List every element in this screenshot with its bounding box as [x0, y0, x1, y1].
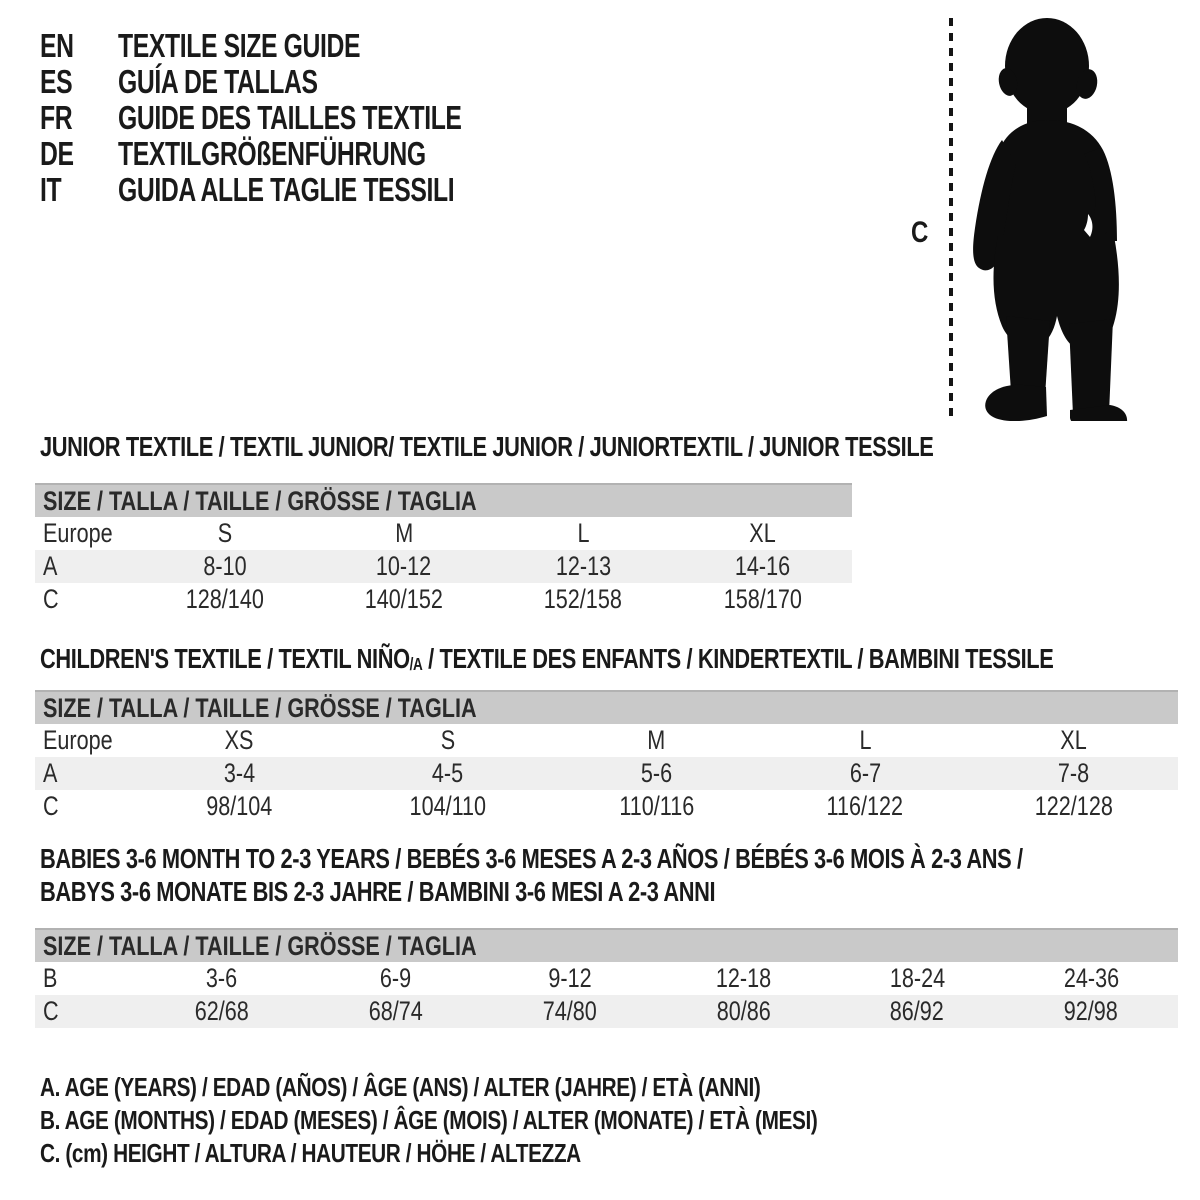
row-label-cell: Europe	[43, 725, 113, 755]
value-cell: 18-24	[889, 963, 945, 993]
value-cell: 3-4	[223, 758, 255, 788]
size-cell: M	[647, 725, 666, 755]
row-label-cell: C	[43, 584, 59, 614]
legend-line-b: B. AGE (MONTHS) / EDAD (MESES) / ÂGE (MOIS) / ALTER (MONATE) / ETÀ (MESI)	[40, 1105, 818, 1135]
row-label-cell: C	[43, 996, 59, 1026]
value-cell: 110/116	[619, 791, 694, 821]
value-cell: 10-12	[376, 551, 432, 581]
value-cell: 122/128	[1034, 791, 1113, 821]
value-cell: 158/170	[723, 584, 802, 614]
title-subscript: /A	[409, 654, 423, 675]
title-text: CHILDREN'S TEXTILE / TEXTIL NIÑO	[40, 643, 410, 674]
language-code: EN	[40, 27, 74, 64]
legend-line-a: A. AGE (YEARS) / EDAD (AÑOS) / ÂGE (ANS) / ALTER (JAHRE) / ETÀ (ANNI)	[40, 1072, 761, 1102]
table-row-months	[35, 962, 1178, 995]
row-label-cell: A	[43, 551, 58, 581]
value-cell: 8-10	[202, 551, 247, 581]
table-row-age	[35, 757, 1178, 790]
table-row-height	[35, 790, 1178, 823]
table-row-height	[35, 995, 1178, 1028]
value-cell: 98/104	[206, 791, 273, 821]
table-row-age	[35, 550, 852, 583]
junior-size-table	[35, 483, 852, 616]
value-cell: 7-8	[1058, 758, 1090, 788]
size-cell: M	[394, 518, 413, 548]
size-table-header: SIZE / TALLA / TAILLE / GRÖSSE / TAGLIA	[35, 483, 852, 517]
title-text: / TEXTILE DES ENFANTS / KINDERTEXTIL / BAMBINI TESSILE	[422, 643, 1054, 674]
legend-line-c: C. (cm) HEIGHT / ALTURA / HAUTEUR / HÖHE / ALTEZZA	[40, 1138, 581, 1168]
value-cell: 80/86	[716, 996, 771, 1026]
language-label: GUIDA ALLE TAGLIE TESSILI	[118, 171, 455, 208]
measure-c-label: C	[911, 216, 929, 249]
value-cell: 92/98	[1064, 996, 1119, 1026]
row-label-cell: A	[43, 758, 58, 788]
table-row-europe	[35, 724, 1178, 757]
value-cell: 74/80	[542, 996, 597, 1026]
table-row-height	[35, 583, 852, 616]
size-cell: XL	[749, 518, 776, 548]
value-cell: 152/158	[544, 584, 623, 614]
value-cell: 12-13	[555, 551, 611, 581]
size-table-header: SIZE / TALLA / TAILLE / GRÖSSE / TAGLIA	[35, 690, 1178, 724]
language-row-de	[40, 136, 462, 172]
language-code: FR	[40, 99, 73, 136]
value-cell: 140/152	[364, 584, 443, 614]
value-cell: 24-36	[1063, 963, 1119, 993]
language-code: ES	[40, 63, 73, 100]
value-cell: 6-9	[380, 963, 412, 993]
value-cell: 128/140	[185, 584, 264, 614]
value-cell: 14-16	[734, 551, 790, 581]
value-cell: 62/68	[194, 996, 249, 1026]
value-cell: 86/92	[890, 996, 945, 1026]
size-table-header: SIZE / TALLA / TAILLE / GRÖSSE / TAGLIA	[35, 928, 1178, 962]
height-measure-figure	[905, 16, 1165, 428]
language-code: IT	[40, 171, 62, 208]
language-row-es	[40, 64, 462, 100]
children-size-table	[35, 690, 1178, 823]
size-cell: XL	[1060, 725, 1087, 755]
language-code: DE	[40, 135, 74, 172]
value-cell: 12-18	[715, 963, 772, 993]
size-cell: S	[217, 518, 232, 548]
language-row-fr	[40, 100, 462, 136]
value-cell: 104/110	[409, 791, 487, 821]
size-cell: XS	[224, 725, 254, 755]
row-label-cell: B	[43, 963, 58, 993]
height-dashed-line	[949, 18, 953, 418]
size-cell: L	[577, 518, 590, 548]
size-cell: S	[440, 725, 456, 755]
measure-legend	[40, 1071, 1012, 1170]
value-cell: 5-6	[640, 758, 673, 788]
section-title-babies-line2: BABYS 3-6 MONATE BIS 2-3 JAHRE / BAMBINI 3-6 MESI A 2-3 ANNI	[40, 876, 716, 907]
language-label: GUÍA DE TALLAS	[118, 63, 318, 100]
row-label-cell: C	[43, 791, 59, 821]
table-row-europe	[35, 517, 852, 550]
language-label: TEXTILE SIZE GUIDE	[118, 27, 361, 64]
value-cell: 6-7	[849, 758, 881, 788]
value-cell: 3-6	[206, 963, 238, 993]
value-cell: 68/74	[368, 996, 423, 1026]
language-title-list	[40, 28, 462, 208]
value-cell: 4-5	[432, 758, 464, 788]
toddler-silhouette-icon	[962, 16, 1147, 421]
size-cell: L	[859, 725, 872, 755]
language-label: TEXTILGRÖßENFÜHRUNG	[118, 135, 426, 172]
section-title-children	[40, 643, 1053, 675]
language-row-it	[40, 172, 462, 208]
row-label-cell: Europe	[43, 518, 113, 548]
language-row-en	[40, 28, 462, 64]
value-cell: 9-12	[547, 963, 592, 993]
babies-size-table	[35, 928, 1178, 1028]
language-label: GUIDE DES TAILLES TEXTILE	[118, 99, 462, 136]
section-title-junior: JUNIOR TEXTILE / TEXTIL JUNIOR/ TEXTILE JUNIOR / JUNIORTEXTIL / JUNIOR TESSILE	[40, 431, 934, 462]
section-title-babies-line1: BABIES 3-6 MONTH TO 2-3 YEARS / BEBÉS 3-6 MESES A 2-3 AÑOS / BÉBÉS 3-6 MOIS À 2-3 ANS /	[40, 843, 1023, 874]
value-cell: 116/122	[826, 791, 904, 821]
